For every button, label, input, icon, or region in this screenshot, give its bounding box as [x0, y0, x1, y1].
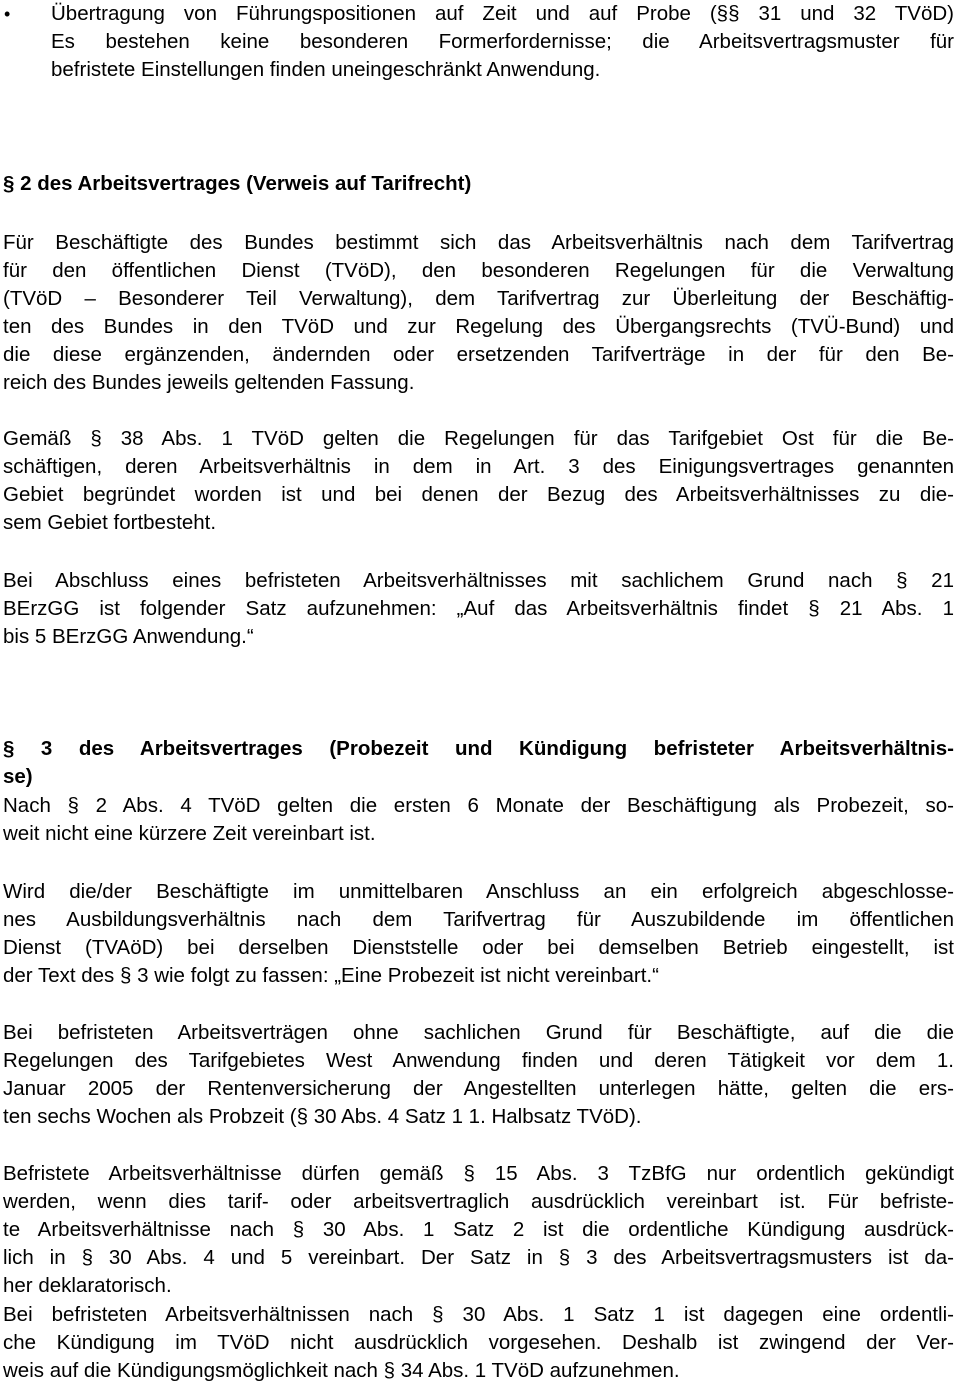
- paragraph-line: Januar 2005 der Rentenversicherung der Angestellten unterlegen hätte, gelten die ers-: [3, 1077, 954, 1100]
- paragraph-line: nes Ausbildungsverhältnis nach dem Tarifvertrag für Auszubildende im öffentlichen: [3, 908, 954, 931]
- paragraph-line: Gebiet begründet worden ist und bei denen der Bezug des Arbeitsverhältnisses zu die-: [3, 483, 954, 506]
- section-heading-2: § 2 des Arbeitsvertrages (Verweis auf Tarifrecht): [3, 172, 472, 195]
- bullet-item-line-2: Es bestehen keine besonderen Formerfordernisse; die Arbeitsvertragsmuster für: [51, 30, 954, 53]
- paragraph-line: Nach § 2 Abs. 4 TVöD gelten die ersten 6 Monate der Beschäftigung als Probezeit, so-: [3, 794, 954, 817]
- paragraph-line: werden, wenn dies tarif- oder arbeitsvertraglich ausdrücklich vereinbart ist. Für befriste-: [3, 1190, 954, 1213]
- paragraph-line: lich in § 30 Abs. 4 und 5 vereinbart. Der Satz in § 3 des Arbeitsvertragsmusters ist da-: [3, 1246, 954, 1269]
- paragraph-line: Für Beschäftigte des Bundes bestimmt sich das Arbeitsverhältnis nach dem Tarifvertrag: [3, 231, 954, 254]
- paragraph-line: Gemäß § 38 Abs. 1 TVöD gelten die Regelungen für das Tarifgebiet Ost für die Be-: [3, 427, 954, 450]
- paragraph-line: reich des Bundes jeweils geltenden Fassung.: [3, 371, 415, 394]
- paragraph-line: BErzGG ist folgender Satz aufzunehmen: „Auf das Arbeitsverhältnis findet § 21 Abs. 1: [3, 597, 954, 620]
- paragraph-line: che Kündigung im TVöD nicht ausdrücklich vorgesehen. Deshalb ist zwingend der Ver-: [3, 1331, 954, 1354]
- paragraph-line: schäftigen, deren Arbeitsverhältnis in dem in Art. 3 des Einigungsvertrages genannten: [3, 455, 954, 478]
- heading-line: § 3 des Arbeitsvertrages (Probezeit und Kündigung befristeter Arbeitsverhältnis-: [3, 737, 954, 760]
- paragraph-line: (TVöD – Besonderer Teil Verwaltung), dem Tarifvertrag zur Überleitung der Beschäftig-: [3, 287, 954, 310]
- paragraph-line: Dienst (TVAöD) bei derselben Dienststelle oder bei demselben Betrieb eingestellt, ist: [3, 936, 954, 959]
- paragraph-line: sem Gebiet fortbesteht.: [3, 511, 217, 534]
- bullet-item-line-3: befristete Einstellungen finden uneingeschränkt Anwendung.: [51, 58, 601, 81]
- bullet-item-line-1: Übertragung von Führungspositionen auf Zeit und auf Probe (§§ 31 und 32 TVöD): [51, 2, 954, 25]
- paragraph-line: Regelungen des Tarifgebietes West Anwendung finden und deren Tätigkeit vor dem 1.: [3, 1049, 954, 1072]
- paragraph-line: her deklaratorisch.: [3, 1274, 172, 1297]
- paragraph-line: Befristete Arbeitsverhältnisse dürfen gemäß § 15 Abs. 3 TzBfG nur ordentlich gekündigt: [3, 1162, 954, 1185]
- paragraph-line: der Text des § 3 wie folgt zu fassen: „Eine Probezeit ist nicht vereinbart.“: [3, 964, 659, 987]
- paragraph-line: Wird die/der Beschäftigte im unmittelbaren Anschluss an ein erfolgreich abgeschlosse-: [3, 880, 954, 903]
- paragraph-line: Bei befristeten Arbeitsverhältnissen nach § 30 Abs. 1 Satz 1 ist dagegen eine ordentli-: [3, 1303, 954, 1326]
- paragraph-line: Bei Abschluss eines befristeten Arbeitsverhältnisses mit sachlichem Grund nach § 21: [3, 569, 954, 592]
- heading-line: se): [3, 765, 33, 788]
- paragraph-line: ten sechs Wochen als Probzeit (§ 30 Abs. 4 Satz 1 1. Halbsatz TVöD).: [3, 1105, 642, 1128]
- paragraph-line: weit nicht eine kürzere Zeit vereinbart ist.: [3, 822, 376, 845]
- paragraph-line: ten des Bundes in den TVöD und zur Regelung des Übergangsrechts (TVÜ-Bund) und: [3, 315, 954, 338]
- paragraph-line: Bei befristeten Arbeitsverträgen ohne sachlichen Grund für Beschäftigte, auf die die: [3, 1021, 954, 1044]
- paragraph-line: te Arbeitsverhältnisse nach § 30 Abs. 1 Satz 2 ist die ordentliche Kündigung ausdrück-: [3, 1218, 954, 1241]
- bullet-glyph: •: [4, 4, 11, 24]
- paragraph-line: die diese ergänzenden, ändernden oder ersetzenden Tarifverträge in der für den Be-: [3, 343, 954, 366]
- paragraph-line: bis 5 BErzGG Anwendung.“: [3, 625, 254, 648]
- paragraph-line: weis auf die Kündigungsmöglichkeit nach § 34 Abs. 1 TVöD aufzunehmen.: [3, 1359, 680, 1382]
- paragraph-line: für den öffentlichen Dienst (TVöD), den besonderen Regelungen für die Verwaltung: [3, 259, 954, 282]
